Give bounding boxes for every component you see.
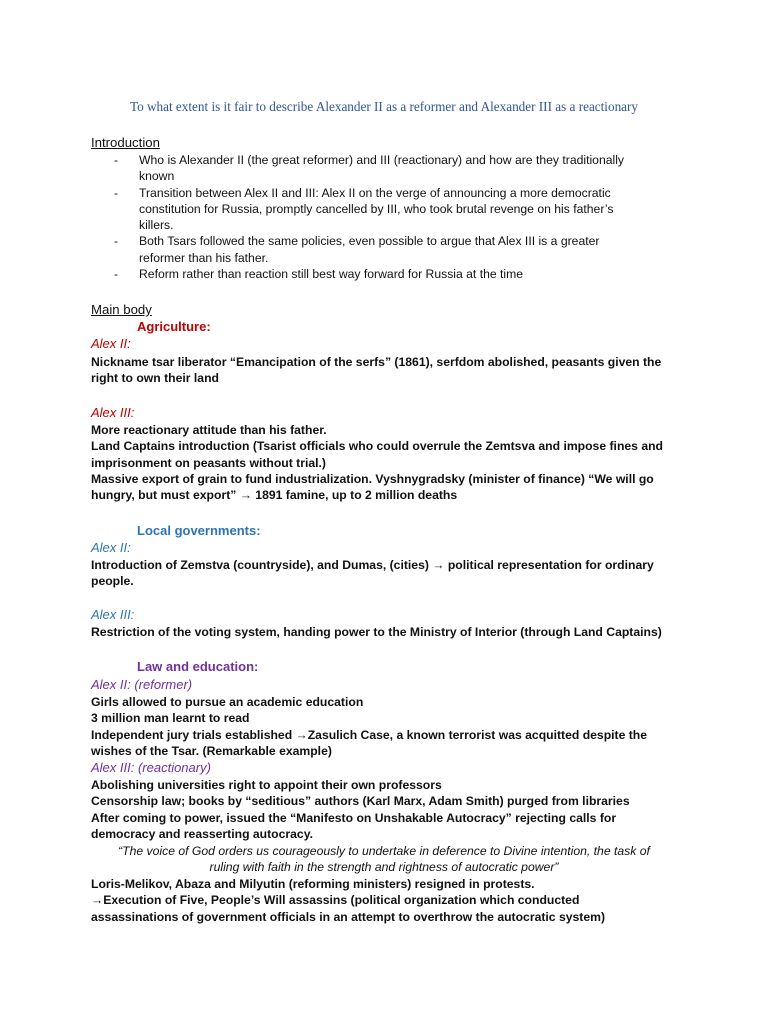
main-body-heading: Main body xyxy=(91,302,152,317)
introduction-heading: Introduction xyxy=(91,135,160,150)
local-alex2-label: Alex II: xyxy=(91,540,131,555)
bullet-dash: - xyxy=(114,153,119,167)
bullet-dash: - xyxy=(114,185,119,200)
text-line: After coming to power, issued the “Manifesto on Unshakable Autocracy” rejecting calls for xyxy=(91,810,617,825)
text-line: Restriction of the voting system, handing power to the Ministry of Interior (through Land Captains) xyxy=(91,625,662,639)
text-line: Censorship law; books by “seditious” authors (Karl Marx, Adam Smith) purged from libraries xyxy=(91,794,630,809)
law-alex2-label: Alex II: (reformer) xyxy=(91,677,193,692)
text-line: Land Captains introduction (Tsarist officials who could overrule the Zemtsva and impose fines and xyxy=(91,439,663,454)
agriculture-alex2-label: Alex II: xyxy=(91,336,131,351)
text-line: →Execution of Five, People’s Will assassins (political organization which conducted xyxy=(91,893,580,908)
agriculture-heading: Agriculture: xyxy=(137,319,211,334)
law-alex3-text xyxy=(91,777,630,842)
law-alex2-text xyxy=(91,694,647,759)
list-item xyxy=(114,152,674,185)
introduction-bullet-list xyxy=(114,152,674,282)
quote-line: “The voice of God orders us courageously to undertake in deference to Divine intention, the task of xyxy=(118,844,650,858)
list-item xyxy=(114,266,674,282)
bullet-line: killers. xyxy=(139,218,174,233)
text-line: 3 million man learnt to read xyxy=(91,711,250,726)
bullet-line: constitution for Russia, promptly cancelled by III, who took brutal revenge on his father’s xyxy=(139,201,614,216)
law-education-heading: Law and education: xyxy=(137,659,259,674)
agriculture-alex2-text xyxy=(91,354,661,387)
text-line: assassinations of government officials in an attempt to overthrow the autocratic system) xyxy=(91,909,606,924)
text-line: democracy and reasserting autocracy. xyxy=(91,826,313,841)
agriculture-alex3-text xyxy=(91,422,663,503)
text-line: Girls allowed to pursue an academic education xyxy=(91,695,364,709)
local-alex3-text xyxy=(91,624,662,640)
text-line: Massive export of grain to fund industrialization. Vyshnygradsky (minister of finance) “We will go xyxy=(91,471,654,486)
bullet-line: Both Tsars followed the same policies, even possible to argue that Alex III is a greater xyxy=(139,234,600,249)
text-line: people. xyxy=(91,574,134,589)
quote-line: ruling with faith in the strength and rightness of autocratic power” xyxy=(209,860,559,875)
bullet-line: Transition between Alex II and III: Alex II on the verge of announcing a more democratic xyxy=(139,185,611,200)
text-line: Loris-Melikov, Abaza and Milyutin (reforming ministers) resigned in protests. xyxy=(91,877,535,891)
text-line: Independent jury trials established →Zasulich Case, a known terrorist was acquitted despite the xyxy=(91,727,648,742)
text-line: Introduction of Zemstva (countryside), and Dumas, (cities) → political representation for ordinary xyxy=(91,558,654,572)
list-item xyxy=(114,185,674,234)
bullet-dash: - xyxy=(114,267,119,282)
text-line: Nickname tsar liberator “Emancipation of the serfs” (1861), serfdom abolished, peasants given the xyxy=(91,355,662,369)
bullet-dash: - xyxy=(114,234,119,249)
law-alex3-label: Alex III: (reactionary) xyxy=(91,760,211,775)
text-line: right to own their land xyxy=(91,371,219,386)
law-after-text xyxy=(91,876,605,925)
local-alex2-text xyxy=(91,557,654,590)
list-item xyxy=(114,233,674,266)
bullet-line: Who is Alexander II (the great reformer) and III (reactionary) and how are they traditionally xyxy=(139,153,625,167)
bullet-line: reformer than his father. xyxy=(139,250,269,265)
text-line: hungry, but must export” → 1891 famine, up to 2 million deaths xyxy=(91,488,458,503)
text-line: wishes of the Tsar. (Remarkable example) xyxy=(91,743,332,758)
local-alex3-label: Alex III: xyxy=(91,607,135,622)
autocracy-quote xyxy=(0,843,768,876)
text-line: Abolishing universities right to appoint their own professors xyxy=(91,778,442,792)
agriculture-alex3-label: Alex III: xyxy=(91,405,135,420)
text-line: imprisonment on peasants without trial.) xyxy=(91,455,326,470)
local-governments-heading: Local governments: xyxy=(137,523,261,538)
text-line: More reactionary attitude than his father. xyxy=(91,423,327,437)
document-title: To what extent is it fair to describe Alexander II as a reformer and Alexander III as a reactionary xyxy=(129,99,639,114)
bullet-line: known xyxy=(139,169,175,184)
bullet-line: Reform rather than reaction still best way forward for Russia at the time xyxy=(139,267,524,282)
